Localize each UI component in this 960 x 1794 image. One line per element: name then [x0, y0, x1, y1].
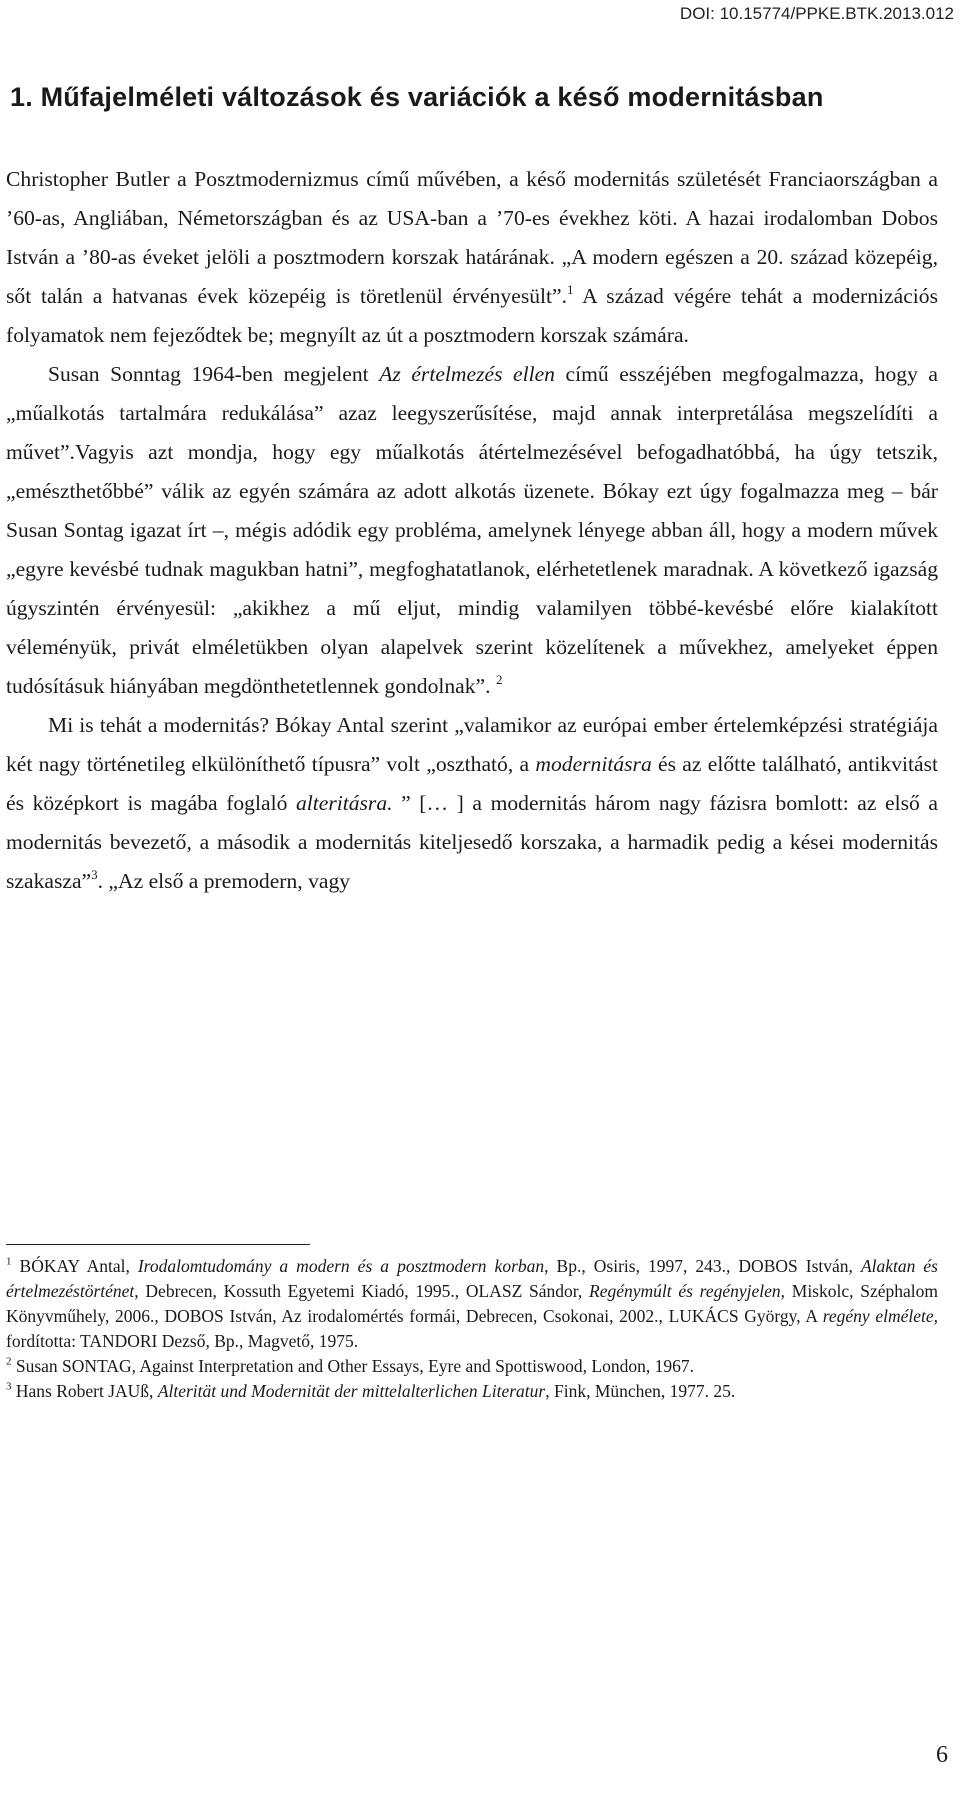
page-number: 6: [936, 1742, 948, 1768]
footnote-3: $^3$ Hans Robert JAUß, Alterität und Modernität der mittelalterlichen Literatur, Fink, München, 1977. 25.: [6, 1380, 736, 1401]
paragraph-2: Susan Sonntag 1964-ben megjelent Az értelmezés ellen című esszéjében megfogalmazza, hogy a „műalkotás tartalmára redukálása” azaz leegyszerűsítése, majd annak interpretálása megszelídíti a művet”.Vagyis azt mondja, hogy egy műalkotás átértelmezésével befogadhatóbbá, ha úgy tetszik, „emészthetőbbé” válik az egyén számára az adott alkotás üzenete. Bókay ezt úgy fogalmazza meg – bár Susan Sontag igazat írt –, mégis adódik egy probléma, amelynek lényege abban áll, hogy a modern művek „egyre kevésbé tudnak magukban hatni”, megfoghatatlanok, elérhetetlenek maradnak. A következő igazság úgyszintén érvényesül: „akikhez a mű eljut, mindig valamilyen többé-kevésbé előre kialakított véleményük, privát elméletükben olyan alapelvek szerint közelítenek a művekhez, amelyeket éppen tudósításuk hiányában megdönthetetlennek gondolnak”. $^2$: [6, 362, 938, 698]
footnote-ref-3[interactable]: 3: [91, 866, 98, 882]
footnote-1: $^1$ BÓKAY Antal, Irodalomtudomány a modern és a posztmodern korban, Bp., Osiris, 1997, 243., DOBOS István, Alaktan és értelmezéstörténet, Debrecen, Kossuth Egyetemi Kiadó, 1995., OLASZ Sándor, Regénymúlt és regényjelen, Miskolc, Széphalom Könyvműhely, 2006., DOBOS István, Az irodalomértés formái, Debrecen, Csokonai, 2002., LUKÁCS György, A regény elmélete, fordította: TANDORI Dezső, Bp., Magvető, 1975.: [6, 1255, 938, 1351]
footnote-ref-2[interactable]: 2: [495, 671, 503, 687]
paragraph-1: Christopher Butler a Posztmodernizmus című művében, a késő modernitás születését Franciaországban a ’60-as, Angliában, Németországban és az USA-ban a ’70-es évekhez köti. A hazai irodalomban Dobos István a ’80-as éveket jelöli a posztmodern korszak határának. „A modern egészen a 20. század közepéig, sőt talán a hatvanas évek közepéig is töretlenül érvényesült”.$^1$ A század végére tehát a modernizációs folyamatok nem fejeződtek be; megnyílt az út a posztmodern korszak számára.: [6, 167, 938, 347]
book-title: Az értelmezés ellen: [379, 362, 555, 386]
doi-header: DOI: 10.15774/PPKE.BTK.2013.012: [679, 4, 954, 23]
paragraph-3: Mi is tehát a modernitás? Bókay Antal szerint „valamikor az európai ember értelemképzési stratégiája két nagy történetileg elkülöníthető típusra” volt „osztható, a modernitásra és az előtte található, antikvitást és középkort is magába foglaló alteritásra. ” [… ] a modernitás három nagy fázisra bomlott: az első a modernitás bevezető, a második a modernitás kiteljesedő korszaka, a harmadik pedig a kései modernitás szakasza”$^3$. „Az első a premodern, vagy: [6, 713, 938, 893]
chapter-heading: 1. Műfajelméleti változások és variációk a késő modernitásban: [10, 82, 824, 112]
footnote-2: $^2$ Susan SONTAG, Against Interpretation and Other Essays, Eyre and Spottiswood, London, 1967.: [6, 1355, 694, 1376]
footnote-separator: [6, 1244, 310, 1245]
footnote-ref-1[interactable]: 1: [567, 281, 574, 297]
footnotes: [6, 1254, 938, 1404]
main-text: [6, 160, 938, 901]
